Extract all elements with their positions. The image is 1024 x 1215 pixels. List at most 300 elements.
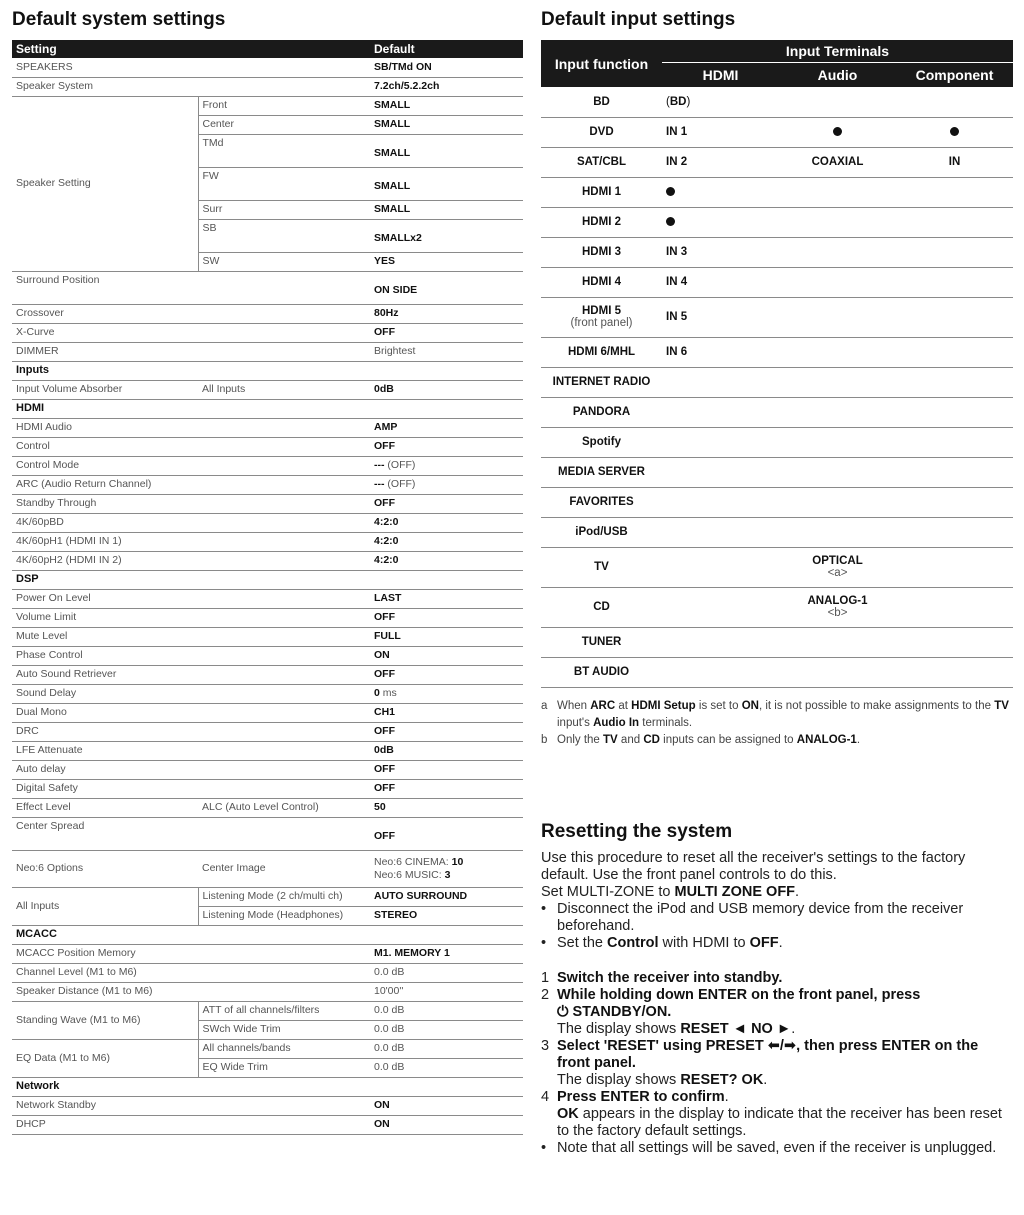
input-function-note: (front panel): [570, 317, 633, 329]
audio-value: OPTICAL: [812, 555, 863, 567]
setting-default: OFF: [370, 760, 523, 779]
setting-default: OFF: [370, 779, 523, 798]
setting-name: Auto delay: [12, 760, 198, 779]
audio-cell: [779, 517, 896, 547]
setting-sub: [198, 722, 370, 741]
hdmi-cell: [662, 147, 779, 177]
section-label: Inputs: [12, 361, 523, 380]
audio-cell: [779, 207, 896, 237]
table-row: [12, 271, 523, 304]
component-cell: [896, 87, 1013, 117]
input-function: [541, 297, 662, 337]
setting-name: Digital Safety: [12, 779, 198, 798]
setting-default: 4:2:0: [370, 551, 523, 570]
reset-intro: Use this procedure to reset all the receiver's settings to the factory default. Use the front panel controls to do this.: [541, 850, 966, 883]
input-function: [541, 427, 662, 457]
setting-sub: FW: [198, 167, 370, 200]
input-function: [541, 237, 662, 267]
audio-cell: [779, 177, 896, 207]
table-row: [541, 517, 1013, 547]
setting-default: 0.0 dB: [370, 1020, 523, 1039]
setting-default: Brightest: [370, 342, 523, 361]
component-cell: [896, 237, 1013, 267]
header-setting: Setting: [12, 40, 198, 58]
component-cell: [896, 627, 1013, 657]
section-label: HDMI: [12, 399, 523, 418]
table-row: [541, 267, 1013, 297]
audio-cell: [779, 457, 896, 487]
table-row: [541, 587, 1013, 627]
table-row: [12, 418, 523, 437]
setting-name: Control: [12, 437, 198, 456]
neo-music-value: 3: [444, 868, 451, 881]
input-settings-table: [541, 40, 1013, 688]
table-row: [541, 367, 1013, 397]
setting-name: DIMMER: [12, 342, 198, 361]
hdmi-cell: [662, 487, 779, 517]
setting-sub: [198, 779, 370, 798]
component-cell: [896, 267, 1013, 297]
table-row: [12, 342, 523, 361]
setting-name: Effect Level: [12, 798, 198, 817]
setting-sub: [198, 684, 370, 703]
setting-default: 0.0 dB: [370, 963, 523, 982]
section-header: [12, 399, 523, 418]
input-function-name: FAVORITES: [569, 496, 634, 508]
section-label: MCACC: [12, 925, 523, 944]
hdmi-cell: [662, 177, 779, 207]
component-cell: [896, 207, 1013, 237]
setting-sub: [198, 494, 370, 513]
table-row: [12, 608, 523, 627]
input-function-name: SAT/CBL: [577, 156, 626, 168]
setting-name: Auto Sound Retriever: [12, 665, 198, 684]
hdmi-cell: [662, 457, 779, 487]
audio-footnote-ref: <b>: [827, 607, 848, 619]
setting-name: DHCP: [12, 1115, 198, 1134]
bullet-note-saved: • Note that all settings will be saved, even if the receiver is unplugged.: [541, 1140, 997, 1156]
setting-default: AUTO SURROUND: [370, 887, 523, 906]
input-function-name: HDMI 5: [582, 305, 621, 317]
input-function: [541, 177, 662, 207]
setting-sub: Listening Mode (Headphones): [198, 906, 370, 925]
input-function: [541, 367, 662, 397]
input-function-name: HDMI 3: [582, 246, 621, 258]
table-row: [541, 627, 1013, 657]
setting-sub: [198, 1115, 370, 1134]
input-function: [541, 657, 662, 687]
table-row: [12, 963, 523, 982]
header-input-terminals: Input Terminals: [662, 40, 1013, 63]
input-function-name: MEDIA SERVER: [558, 466, 645, 478]
audio-cell: [779, 237, 896, 267]
setting-sub: SB: [198, 219, 370, 252]
bullet-dot-icon: [666, 217, 675, 226]
setting-name: Phase Control: [12, 646, 198, 665]
component-cell: [896, 297, 1013, 337]
table-row: [541, 207, 1013, 237]
input-function-name: Spotify: [582, 436, 621, 448]
hdmi-cell: [662, 237, 779, 267]
audio-cell: [779, 587, 896, 627]
setting-default: SMALL: [370, 167, 523, 200]
setting-default: ON: [370, 646, 523, 665]
input-function-name: PANDORA: [572, 406, 631, 418]
table-row: [541, 117, 1013, 147]
setting-name: 4K/60pBD: [12, 513, 198, 532]
setting-sub: [198, 323, 370, 342]
table-row: [12, 323, 523, 342]
input-function: [541, 117, 662, 147]
setting-default: OFF: [370, 494, 523, 513]
hdmi-cell: [662, 547, 779, 587]
audio-cell: [779, 427, 896, 457]
neo-cinema-value: 10: [451, 855, 464, 868]
setting-sub: All Inputs: [198, 380, 370, 399]
component-cell: [896, 517, 1013, 547]
setting-default: SMALL: [370, 96, 523, 115]
input-function-name: HDMI 6/MHL: [567, 346, 636, 358]
setting-sub: ALC (Auto Level Control): [198, 798, 370, 817]
setting-default: AMP: [370, 418, 523, 437]
setting-name: LFE Attenuate: [12, 741, 198, 760]
header-default: Default: [370, 40, 523, 58]
setting-default: 0dB: [370, 741, 523, 760]
hdmi-value: IN 3: [666, 246, 688, 258]
input-function: [541, 547, 662, 587]
setting-default: [370, 475, 523, 494]
table-row: [12, 304, 523, 323]
input-function: [541, 397, 662, 427]
input-function: [541, 587, 662, 627]
default-unit: ms: [379, 687, 397, 699]
table-row: [12, 944, 523, 963]
hdmi-cell: [662, 657, 779, 687]
table-row: [12, 722, 523, 741]
setting-name: Mute Level: [12, 627, 198, 646]
table-row: [541, 427, 1013, 457]
table-row: [12, 437, 523, 456]
setting-name: SPEAKERS: [12, 58, 198, 77]
hdmi-cell: [662, 427, 779, 457]
table-row: [541, 147, 1013, 177]
default-value: ---: [374, 459, 385, 471]
default-unit: (OFF): [384, 478, 416, 490]
bullet-dot-icon: [950, 127, 959, 136]
setting-sub: [198, 608, 370, 627]
setting-default: 0dB: [370, 380, 523, 399]
hdmi-value: IN 2: [666, 156, 688, 168]
audio-value: COAXIAL: [811, 156, 864, 168]
setting-sub: [198, 1096, 370, 1115]
component-cell: [896, 397, 1013, 427]
input-settings-section: [541, 8, 1013, 749]
setting-sub: Surr: [198, 200, 370, 219]
hdmi-cell: [662, 367, 779, 397]
setting-name: Crossover: [12, 304, 198, 323]
input-function-name: CD: [593, 601, 610, 613]
table-row: [541, 657, 1013, 687]
step-2: 2 While holding down ENTER on the front panel, press ⏻ STANDBY/ON. The display shows RESET ◄ NO ►.: [541, 987, 921, 1037]
audio-cell: [779, 297, 896, 337]
table-header: [541, 40, 1013, 63]
section-label: DSP: [12, 570, 523, 589]
table-row: [12, 77, 523, 96]
setting-default: LAST: [370, 589, 523, 608]
table-row: [12, 703, 523, 722]
table-row: [541, 297, 1013, 337]
setting-name: Surround Position: [12, 271, 198, 304]
audio-footnote-ref: <a>: [827, 567, 848, 579]
hdmi-value: IN 6: [666, 346, 688, 358]
table-row: [12, 1115, 523, 1134]
component-cell: [896, 147, 1013, 177]
setting-default: SB/TMd ON: [370, 58, 523, 77]
setting-name: HDMI Audio: [12, 418, 198, 437]
setting-default: 50: [370, 798, 523, 817]
default-unit: (OFF): [384, 459, 416, 471]
neo-cinema-label: Neo:6 CINEMA:: [374, 855, 452, 868]
component-cell: [896, 657, 1013, 687]
system-settings-section: [12, 8, 515, 1135]
setting-sub: EQ Wide Trim: [198, 1058, 370, 1077]
step-1: 1 Switch the receiver into standby.: [541, 970, 783, 986]
table-row: [12, 589, 523, 608]
hdmi-cell: [662, 517, 779, 547]
step-3: 3 Select 'RESET' using PRESET ⬅/➡, then press ENTER on the front panel. The display shows RESET? OK.: [541, 1038, 979, 1088]
audio-cell: [779, 87, 896, 117]
setting-sub: [198, 817, 370, 850]
audio-cell: [779, 487, 896, 517]
setting-name: 4K/60pH1 (HDMI IN 1): [12, 532, 198, 551]
table-row: [541, 547, 1013, 587]
setting-name: 4K/60pH2 (HDMI IN 2): [12, 551, 198, 570]
hdmi-value: IN 1: [666, 126, 688, 138]
bullet-dot-icon: [833, 127, 842, 136]
component-cell: [896, 177, 1013, 207]
setting-default: YES: [370, 252, 523, 271]
system-settings-title: Default system settings: [12, 9, 226, 30]
setting-default: M1. MEMORY 1: [370, 944, 523, 963]
setting-sub: [198, 513, 370, 532]
input-function-name: HDMI 4: [582, 276, 621, 288]
setting-name: Input Volume Absorber: [12, 380, 198, 399]
setting-sub: [198, 982, 370, 1001]
setting-default: ON: [370, 1115, 523, 1134]
table-row: [12, 96, 523, 115]
component-cell: [896, 457, 1013, 487]
table-row: [541, 177, 1013, 207]
system-settings-table: [12, 40, 523, 1135]
table-row: [12, 380, 523, 399]
footnotes: [541, 698, 1013, 749]
section-header: [12, 1077, 523, 1096]
setting-sub: SW: [198, 252, 370, 271]
table-row: [12, 760, 523, 779]
setting-name: Neo:6 Options: [12, 850, 198, 887]
setting-default: OFF: [370, 323, 523, 342]
table-row: [541, 237, 1013, 267]
input-settings-title: Default input settings: [541, 9, 736, 30]
setting-sub: [198, 944, 370, 963]
setting-name: Center Spread: [12, 817, 198, 850]
hdmi-cell: [662, 117, 779, 147]
table-row: [12, 58, 523, 77]
setting-default: OFF: [370, 722, 523, 741]
setting-default: ON SIDE: [370, 271, 523, 304]
setting-sub: [198, 475, 370, 494]
table-row: [12, 532, 523, 551]
input-function: [541, 267, 662, 297]
setting-sub: [198, 760, 370, 779]
setting-default: STEREO: [370, 906, 523, 925]
header-input-function: Input function: [541, 40, 662, 87]
hdmi-value: IN 4: [666, 276, 688, 288]
setting-default: 0.0 dB: [370, 1039, 523, 1058]
input-function: [541, 337, 662, 367]
footnote-a: a When ARC at HDMI Setup is set to ON, it is not possible to make assignments to the TV input's Audio In terminals.: [541, 699, 1009, 729]
input-function-name: BD: [593, 95, 610, 108]
table-row: [12, 850, 523, 887]
hdmi-cell: [662, 207, 779, 237]
step-4: 4 Press ENTER to confirm. OK appears in the display to indicate that the receiver has been reset to the factory default settings.: [541, 1089, 1002, 1139]
setting-sub: [198, 456, 370, 475]
setting-sub: SWch Wide Trim: [198, 1020, 370, 1039]
setting-name: DRC: [12, 722, 198, 741]
setting-sub: Front: [198, 96, 370, 115]
table-row: [12, 494, 523, 513]
setting-name: Sound Delay: [12, 684, 198, 703]
input-function: [541, 147, 662, 177]
section-header: [12, 361, 523, 380]
component-cell: [896, 487, 1013, 517]
table-row: [12, 456, 523, 475]
hdmi-cell: [662, 627, 779, 657]
setting-default: OFF: [370, 437, 523, 456]
setting-name: Control Mode: [12, 456, 198, 475]
setting-default: 0.0 dB: [370, 1001, 523, 1020]
setting-name: Network Standby: [12, 1096, 198, 1115]
setting-default: SMALLx2: [370, 219, 523, 252]
setting-name: Power On Level: [12, 589, 198, 608]
audio-cell: [779, 547, 896, 587]
component-cell: [896, 547, 1013, 587]
audio-cell: [779, 117, 896, 147]
setting-sub: Listening Mode (2 ch/multi ch): [198, 887, 370, 906]
table-row: [541, 337, 1013, 367]
setting-default: OFF: [370, 665, 523, 684]
header-hdmi: HDMI: [662, 63, 779, 88]
reset-section: [541, 820, 1013, 1157]
setting-default: FULL: [370, 627, 523, 646]
setting-default: SMALL: [370, 134, 523, 167]
table-row: [12, 1001, 523, 1020]
default-value: 0: [374, 687, 380, 699]
component-cell: [896, 427, 1013, 457]
input-function-name: HDMI 1: [582, 186, 621, 198]
bullet-control-off: • Set the Control with HDMI to OFF.: [541, 935, 783, 951]
setting-default: 4:2:0: [370, 532, 523, 551]
table-row: [12, 665, 523, 684]
component-value: IN: [948, 156, 961, 168]
setting-sub: ATT of all channels/filters: [198, 1001, 370, 1020]
setting-default: [370, 456, 523, 475]
hdmi-cell: [662, 587, 779, 627]
footnote-b: b Only the TV and CD inputs can be assigned to ANALOG-1.: [541, 733, 861, 746]
input-function: [541, 457, 662, 487]
setting-name: Dual Mono: [12, 703, 198, 722]
setting-name: Standby Through: [12, 494, 198, 513]
table-row: [12, 475, 523, 494]
setting-name: Channel Level (M1 to M6): [12, 963, 198, 982]
setting-name: Speaker Distance (M1 to M6): [12, 982, 198, 1001]
setting-name: ARC (Audio Return Channel): [12, 475, 198, 494]
table-header: [12, 40, 523, 58]
table-row: [12, 982, 523, 1001]
setting-default: OFF: [370, 608, 523, 627]
hdmi-cell: (BD): [662, 87, 779, 117]
input-function: [541, 487, 662, 517]
audio-cell: [779, 337, 896, 367]
table-row: [12, 627, 523, 646]
reset-title: Resetting the system: [541, 821, 733, 842]
setting-sub: [198, 665, 370, 684]
component-cell: [896, 367, 1013, 397]
setting-sub: Center Image: [198, 850, 370, 887]
audio-cell: [779, 367, 896, 397]
setting-sub: [198, 271, 370, 304]
setting-sub: All channels/bands: [198, 1039, 370, 1058]
setting-default: 0.0 dB: [370, 1058, 523, 1077]
audio-cell: [779, 267, 896, 297]
table-row: [541, 487, 1013, 517]
table-row: [12, 779, 523, 798]
table-row: [12, 741, 523, 760]
section-label: Network: [12, 1077, 523, 1096]
setting-default: CH1: [370, 703, 523, 722]
setting-default: 7.2ch/5.2.2ch: [370, 77, 523, 96]
setting-sub: [198, 77, 370, 96]
header-audio: Audio: [779, 63, 896, 88]
input-function: [541, 517, 662, 547]
default-value: ---: [374, 478, 385, 490]
setting-default: 10'00'': [370, 982, 523, 1001]
setting-sub: [198, 304, 370, 323]
setting-sub: [198, 646, 370, 665]
table-row: [12, 646, 523, 665]
hdmi-cell: [662, 267, 779, 297]
setting-group-label: Standing Wave (M1 to M6): [12, 1001, 198, 1039]
setting-name: Volume Limit: [12, 608, 198, 627]
hdmi-cell: [662, 397, 779, 427]
section-header: [12, 570, 523, 589]
audio-cell: [779, 147, 896, 177]
hdmi-cell: [662, 337, 779, 367]
input-function-name: TV: [594, 561, 609, 573]
setting-sub: Center: [198, 115, 370, 134]
setting-sub: [198, 703, 370, 722]
input-function: [541, 627, 662, 657]
input-function-name: HDMI 2: [582, 216, 621, 228]
table-row: [12, 817, 523, 850]
component-cell: [896, 587, 1013, 627]
audio-cell: [779, 657, 896, 687]
setting-name: Speaker System: [12, 77, 198, 96]
header-component: Component: [896, 63, 1013, 88]
setting-name: MCACC Position Memory: [12, 944, 198, 963]
input-function: [541, 207, 662, 237]
table-row: [541, 397, 1013, 427]
